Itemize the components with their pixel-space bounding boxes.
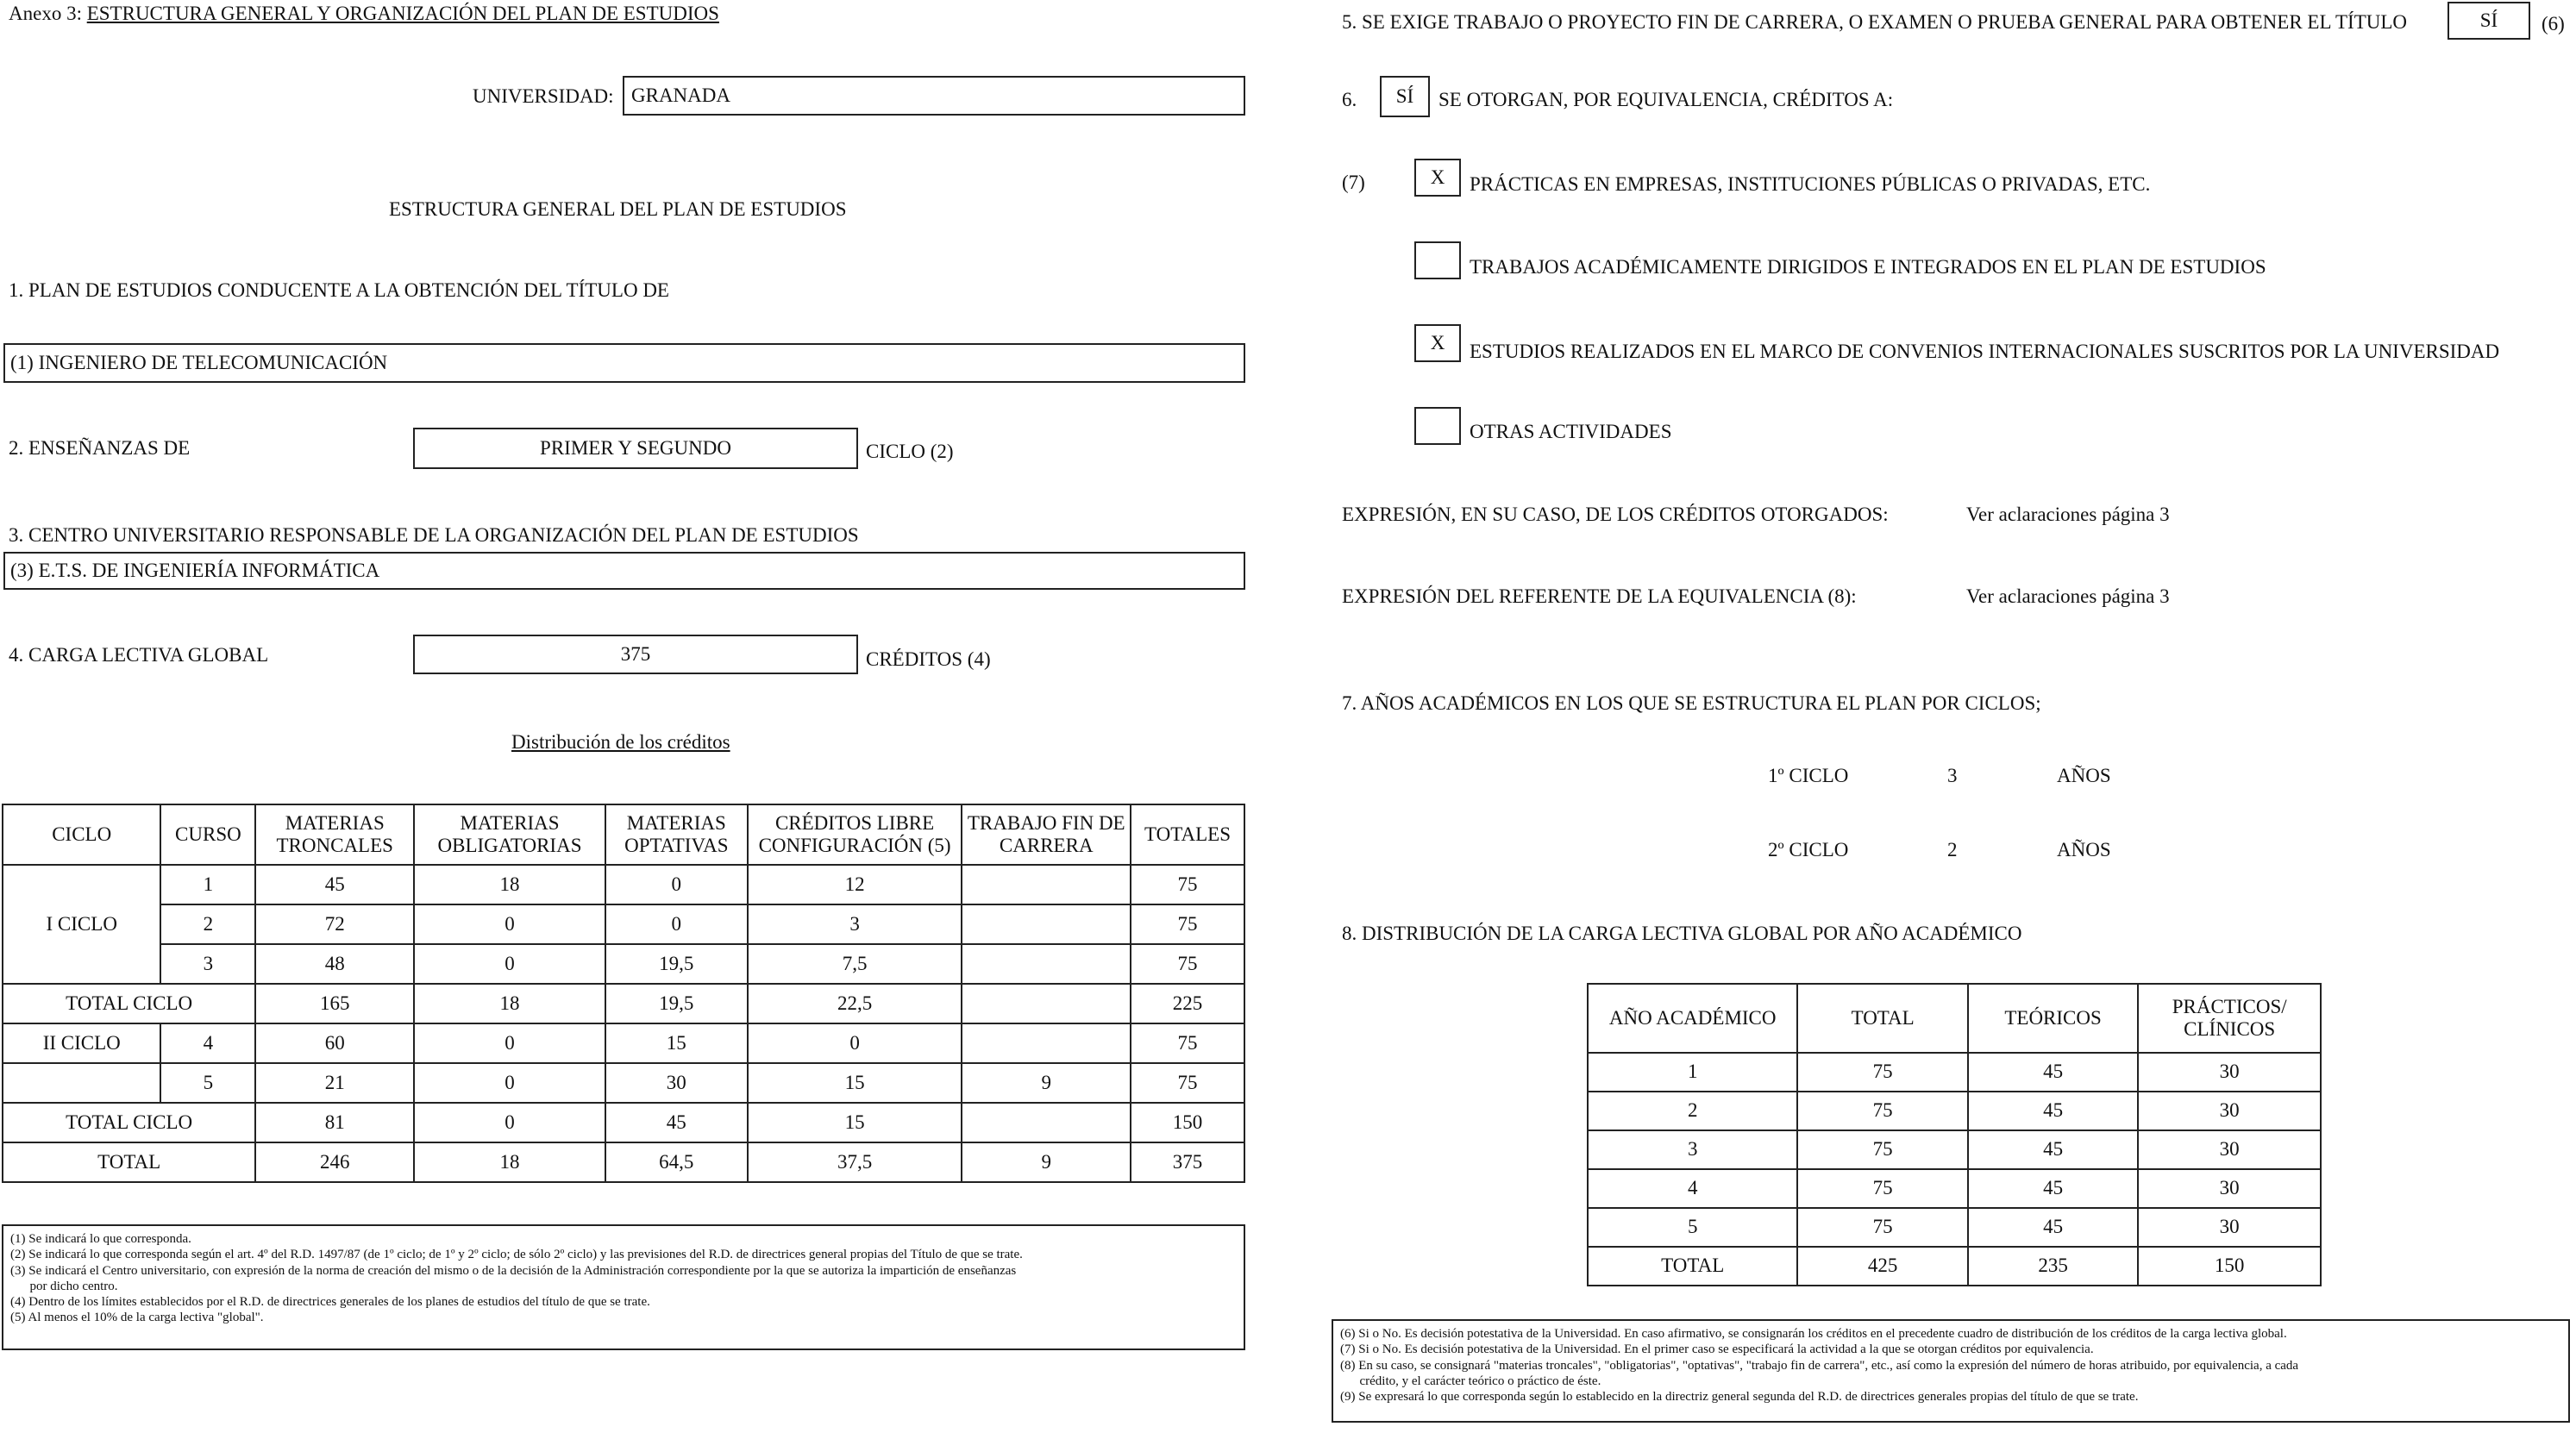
table-cell: 0 — [414, 1063, 605, 1103]
table-cell: 375 — [1131, 1142, 1244, 1182]
table-cell: 75 — [1797, 1053, 1967, 1092]
table-cell: 150 — [1131, 1103, 1244, 1142]
item6-number: 6. — [1342, 89, 1357, 110]
table-cell: 3 — [748, 904, 962, 944]
item5-box — [2448, 2, 2530, 40]
table-cell: 0 — [414, 1103, 605, 1142]
table-cell: 18 — [414, 865, 605, 904]
table-row — [1588, 1208, 2321, 1247]
table-cell: 2 — [160, 904, 255, 944]
table-row — [3, 1023, 1244, 1063]
table-cell: 64,5 — [605, 1142, 748, 1182]
table-cell: 45 — [1968, 1092, 2139, 1130]
check-mark: X — [1430, 332, 1445, 354]
ciclo2-years-unit: AÑOS — [2057, 839, 2111, 860]
table-cell: 18 — [414, 984, 605, 1023]
table-cell: 9 — [962, 1142, 1131, 1182]
footnote: (2) Se indicará lo que corresponda según el art. 4º del R.D. 1497/87 (de 1º ciclo; de 1º y 2º ciclo; de sólo 2º ciclo) y las previsiones del R.D. de directrices general propias del Título de que se trate. — [10, 1248, 1023, 1262]
col-libre: CRÉDITOS LIBRE CONFIGURACIÓN (5) — [748, 804, 962, 865]
option-label-otras: OTRAS ACTIVIDADES — [1470, 421, 1672, 442]
right-footnotes — [1332, 1319, 2570, 1423]
table-cell: 72 — [255, 904, 414, 944]
cycles-suffix: CICLO (2) — [866, 441, 954, 462]
table-cell: 0 — [748, 1023, 962, 1063]
table-row — [3, 944, 1244, 984]
option-label-convenios: ESTUDIOS REALIZADOS EN EL MARCO DE CONVENIOS INTERNACIONALES SUSCRITOS POR LA UNIVERSIDAD — [1470, 341, 2500, 362]
credits-table — [2, 804, 1245, 1183]
table-cell: 30 — [2138, 1053, 2321, 1092]
table-cell: 3 — [160, 944, 255, 984]
item1-label: 1. PLAN DE ESTUDIOS CONDUCENTE A LA OBTENCIÓN DEL TÍTULO DE — [9, 279, 669, 301]
item4-label: 4. CARGA LECTIVA GLOBAL — [9, 644, 269, 666]
table-cell: 75 — [1131, 944, 1244, 984]
table-row — [3, 904, 1244, 944]
item2-label: 2. ENSEÑANZAS DE — [9, 437, 191, 459]
table-cell: 75 — [1797, 1208, 1967, 1247]
table-cell — [962, 865, 1131, 904]
option-label-trabajos: TRABAJOS ACADÉMICAMENTE DIRIGIDOS E INTEGRADOS EN EL PLAN DE ESTUDIOS — [1470, 256, 2266, 278]
col-curso: CURSO — [160, 804, 255, 865]
col-optativas: MATERIAS OPTATIVAS — [605, 804, 748, 865]
table-cell: 60 — [255, 1023, 414, 1063]
footnote: (1) Se indicará lo que corresponda. — [10, 1232, 191, 1246]
university-value: GRANADA — [631, 84, 730, 106]
item5-note: (6) — [2542, 13, 2565, 34]
year-table — [1587, 983, 2322, 1286]
table-cell: 0 — [605, 865, 748, 904]
table-cell: 225 — [1131, 984, 1244, 1023]
degree-title-field — [3, 343, 1245, 383]
table-row-total — [1588, 1247, 2321, 1286]
item6-note: (7) — [1342, 172, 1365, 193]
ciclo1-years-unit: AÑOS — [2057, 765, 2111, 786]
footnote: (5) Al menos el 10% de la carga lectiva "global". — [10, 1311, 264, 1325]
table-cell: 7,5 — [748, 944, 962, 984]
table-row-total — [3, 1103, 1244, 1142]
total-label: TOTAL CICLO — [3, 1103, 255, 1142]
university-label: UNIVERSIDAD: — [473, 85, 614, 107]
item6-label: SE OTORGAN, POR EQUIVALENCIA, CRÉDITOS A: — [1438, 89, 1894, 110]
table-row — [1588, 1092, 2321, 1130]
table-cell: 19,5 — [605, 984, 748, 1023]
left-footnotes — [2, 1224, 1245, 1350]
col-totales: TOTALES — [1131, 804, 1244, 865]
table-cell: 81 — [255, 1103, 414, 1142]
table-cell: 45 — [605, 1103, 748, 1142]
cycles-field — [413, 428, 858, 469]
expr2-label: EXPRESIÓN DEL REFERENTE DE LA EQUIVALENCIA (8): — [1342, 585, 1857, 607]
table-cell: 30 — [605, 1063, 748, 1103]
table-cell: 45 — [1968, 1169, 2139, 1208]
col-total: TOTAL — [1797, 984, 1967, 1053]
annex-heading — [9, 3, 719, 23]
table-cell: 45 — [1968, 1208, 2139, 1247]
expr1-label: EXPRESIÓN, EN SU CASO, DE LOS CRÉDITOS OTORGADOS: — [1342, 504, 1889, 525]
table-cell: 30 — [2138, 1092, 2321, 1130]
col-troncales: MATERIAS TRONCALES — [255, 804, 414, 865]
table-cell: 21 — [255, 1063, 414, 1103]
table-cell: 75 — [1131, 865, 1244, 904]
table-cell: 37,5 — [748, 1142, 962, 1182]
ciclo2-years-value: 2 — [1947, 839, 1958, 860]
table-cell: 15 — [605, 1023, 748, 1063]
option-checkbox-practicas — [1414, 159, 1461, 197]
table-cell: 1 — [160, 865, 255, 904]
distribution-title: Distribución de los créditos — [511, 731, 730, 753]
table-cell: 12 — [748, 865, 962, 904]
expr1-value: Ver aclaraciones página 3 — [1966, 504, 2170, 525]
section-title: ESTRUCTURA GENERAL DEL PLAN DE ESTUDIOS — [389, 198, 847, 220]
total-label: TOTAL CICLO — [3, 984, 255, 1023]
total-label: TOTAL — [1588, 1247, 1797, 1286]
year-header-row — [1588, 984, 2321, 1053]
center-value: (3) E.T.S. DE INGENIERÍA INFORMÁTICA — [10, 560, 380, 581]
ciclo1-years-label: 1º CICLO — [1768, 765, 1849, 786]
col-trabajo: TRABAJO FIN DE CARRERA — [962, 804, 1131, 865]
item8-label: 8. DISTRIBUCIÓN DE LA CARGA LECTIVA GLOBAL POR AÑO ACADÉMICO — [1342, 923, 2022, 944]
table-cell: 30 — [2138, 1208, 2321, 1247]
footnote: crédito, y el carácter teórico o práctico de éste. — [1340, 1374, 1601, 1388]
table-cell: 18 — [414, 1142, 605, 1182]
table-cell: 19,5 — [605, 944, 748, 984]
table-cell: 246 — [255, 1142, 414, 1182]
cycles-value: PRIMER Y SEGUNDO — [540, 437, 731, 459]
table-cell: 0 — [414, 904, 605, 944]
global-load-suffix: CRÉDITOS (4) — [866, 648, 991, 670]
item5-label: 5. SE EXIGE TRABAJO O PROYECTO FIN DE CARRERA, O EXAMEN O PRUEBA GENERAL PARA OBTENER EL TÍTULO — [1342, 11, 2408, 33]
table-cell: 3 — [1588, 1130, 1797, 1169]
footnote: (3) Se indicará el Centro universitario, con expresión de la norma de creación del mismo o de la decisión de la Administración correspondiente por la que se autoriza la impartición de enseñanzas — [10, 1263, 1017, 1278]
table-cell: 425 — [1797, 1247, 1967, 1286]
table-cell: 75 — [1131, 1023, 1244, 1063]
table-cell: 1 — [1588, 1053, 1797, 1092]
table-cell: 30 — [2138, 1169, 2321, 1208]
item7-label: 7. AÑOS ACADÉMICOS EN LOS QUE SE ESTRUCTURA EL PLAN POR CICLOS; — [1342, 692, 2041, 714]
table-cell: 150 — [2138, 1247, 2321, 1286]
table-cell: 5 — [1588, 1208, 1797, 1247]
table-cell: 22,5 — [748, 984, 962, 1023]
table-cell — [962, 904, 1131, 944]
item3-label: 3. CENTRO UNIVERSITARIO RESPONSABLE DE LA ORGANIZACIÓN DEL PLAN DE ESTUDIOS — [9, 524, 859, 546]
table-cell: 0 — [414, 1023, 605, 1063]
option-label-practicas: PRÁCTICAS EN EMPRESAS, INSTITUCIONES PÚBLICAS O PRIVADAS, ETC. — [1470, 173, 2151, 195]
ciclo1-years-value: 3 — [1947, 765, 1958, 786]
table-cell — [962, 1103, 1131, 1142]
table-cell: 15 — [748, 1063, 962, 1103]
table-cell: 75 — [1797, 1169, 1967, 1208]
option-checkbox-trabajos — [1414, 241, 1461, 279]
table-row — [3, 1063, 1244, 1103]
table-row-total — [3, 984, 1244, 1023]
col-obligatorias: MATERIAS OBLIGATORIAS — [414, 804, 605, 865]
table-cell: 4 — [1588, 1169, 1797, 1208]
table-cell: 165 — [255, 984, 414, 1023]
table-cell — [962, 944, 1131, 984]
table-cell: 4 — [160, 1023, 255, 1063]
table-cell: 75 — [1131, 904, 1244, 944]
col-ciclo: CICLO — [3, 804, 160, 865]
table-cell: 0 — [414, 944, 605, 984]
table-cell: 45 — [255, 865, 414, 904]
table-cell: 75 — [1797, 1130, 1967, 1169]
item6-box — [1380, 76, 1430, 117]
footnote: (8) En su caso, se consignará "materias troncales", "obligatorias", "optativas", "trabajo fin de carrera", etc., así como la expresión del número de horas atribuido, por equivalencia, a cada — [1340, 1358, 2299, 1373]
table-row — [1588, 1169, 2321, 1208]
table-row-grand-total — [3, 1142, 1244, 1182]
center-field — [3, 552, 1245, 590]
table-cell — [3, 1063, 160, 1103]
option-checkbox-otras — [1414, 407, 1461, 445]
check-mark: X — [1430, 166, 1445, 188]
table-cell: 235 — [1968, 1247, 2139, 1286]
table-cell: 9 — [962, 1063, 1131, 1103]
table-cell: 48 — [255, 944, 414, 984]
item6-value: SÍ — [1395, 85, 1414, 107]
table-cell: 45 — [1968, 1130, 2139, 1169]
credits-header-row — [3, 804, 1244, 865]
ciclo2-years-label: 2º CICLO — [1768, 839, 1849, 860]
footnote: (6) Si o No. Es decisión potestativa de la Universidad. En caso afirmativo, se consignarán los créditos en el precedente cuadro de distribución de los créditos de la carga lectiva global. — [1340, 1327, 2287, 1341]
footnote: (9) Se expresará lo que corresponda según lo establecido en la directriz general segunda del R.D. de directrices generales propias del título de que se trate. — [1340, 1390, 2139, 1405]
expr2-value: Ver aclaraciones página 3 — [1966, 585, 2170, 607]
annex-title: ESTRUCTURA GENERAL Y ORGANIZACIÓN DEL PLAN DE ESTUDIOS — [86, 3, 719, 24]
annex-prefix: Anexo 3: — [9, 3, 82, 24]
footnote: (7) Si o No. Es decisión potestativa de la Universidad. En el primer caso se especificará la actividad a la que se otorgan créditos por equivalencia. — [1340, 1342, 2094, 1357]
ciclo2-cell: II CICLO — [3, 1023, 160, 1063]
col-practicos: PRÁCTICOS/ CLÍNICOS — [2138, 984, 2321, 1053]
table-cell — [962, 984, 1131, 1023]
table-cell: 5 — [160, 1063, 255, 1103]
total-label: TOTAL — [3, 1142, 255, 1182]
footnote: (4) Dentro de los límites establecidos por el R.D. de directrices generales de los planes de estudios del título de que se trate. — [10, 1295, 650, 1310]
col-ano: AÑO ACADÉMICO — [1588, 984, 1797, 1053]
degree-title-value: (1) INGENIERO DE TELECOMUNICACIÓN — [10, 352, 388, 373]
table-cell: 15 — [748, 1103, 962, 1142]
table-row — [3, 865, 1244, 904]
table-row — [1588, 1053, 2321, 1092]
table-cell: 45 — [1968, 1053, 2139, 1092]
item5-value: SÍ — [2479, 9, 2498, 31]
table-cell: 0 — [605, 904, 748, 944]
global-load-value: 375 — [620, 643, 651, 665]
option-checkbox-convenios — [1414, 324, 1461, 362]
table-row — [1588, 1130, 2321, 1169]
table-cell: 75 — [1797, 1092, 1967, 1130]
table-cell: 30 — [2138, 1130, 2321, 1169]
col-teoricos: TEÓRICOS — [1968, 984, 2139, 1053]
global-load-field — [413, 635, 858, 674]
table-cell — [962, 1023, 1131, 1063]
university-field — [623, 76, 1245, 116]
table-cell: 2 — [1588, 1092, 1797, 1130]
footnote: por dicho centro. — [10, 1279, 118, 1293]
table-cell: 75 — [1131, 1063, 1244, 1103]
ciclo1-cell: I CICLO — [3, 865, 160, 984]
